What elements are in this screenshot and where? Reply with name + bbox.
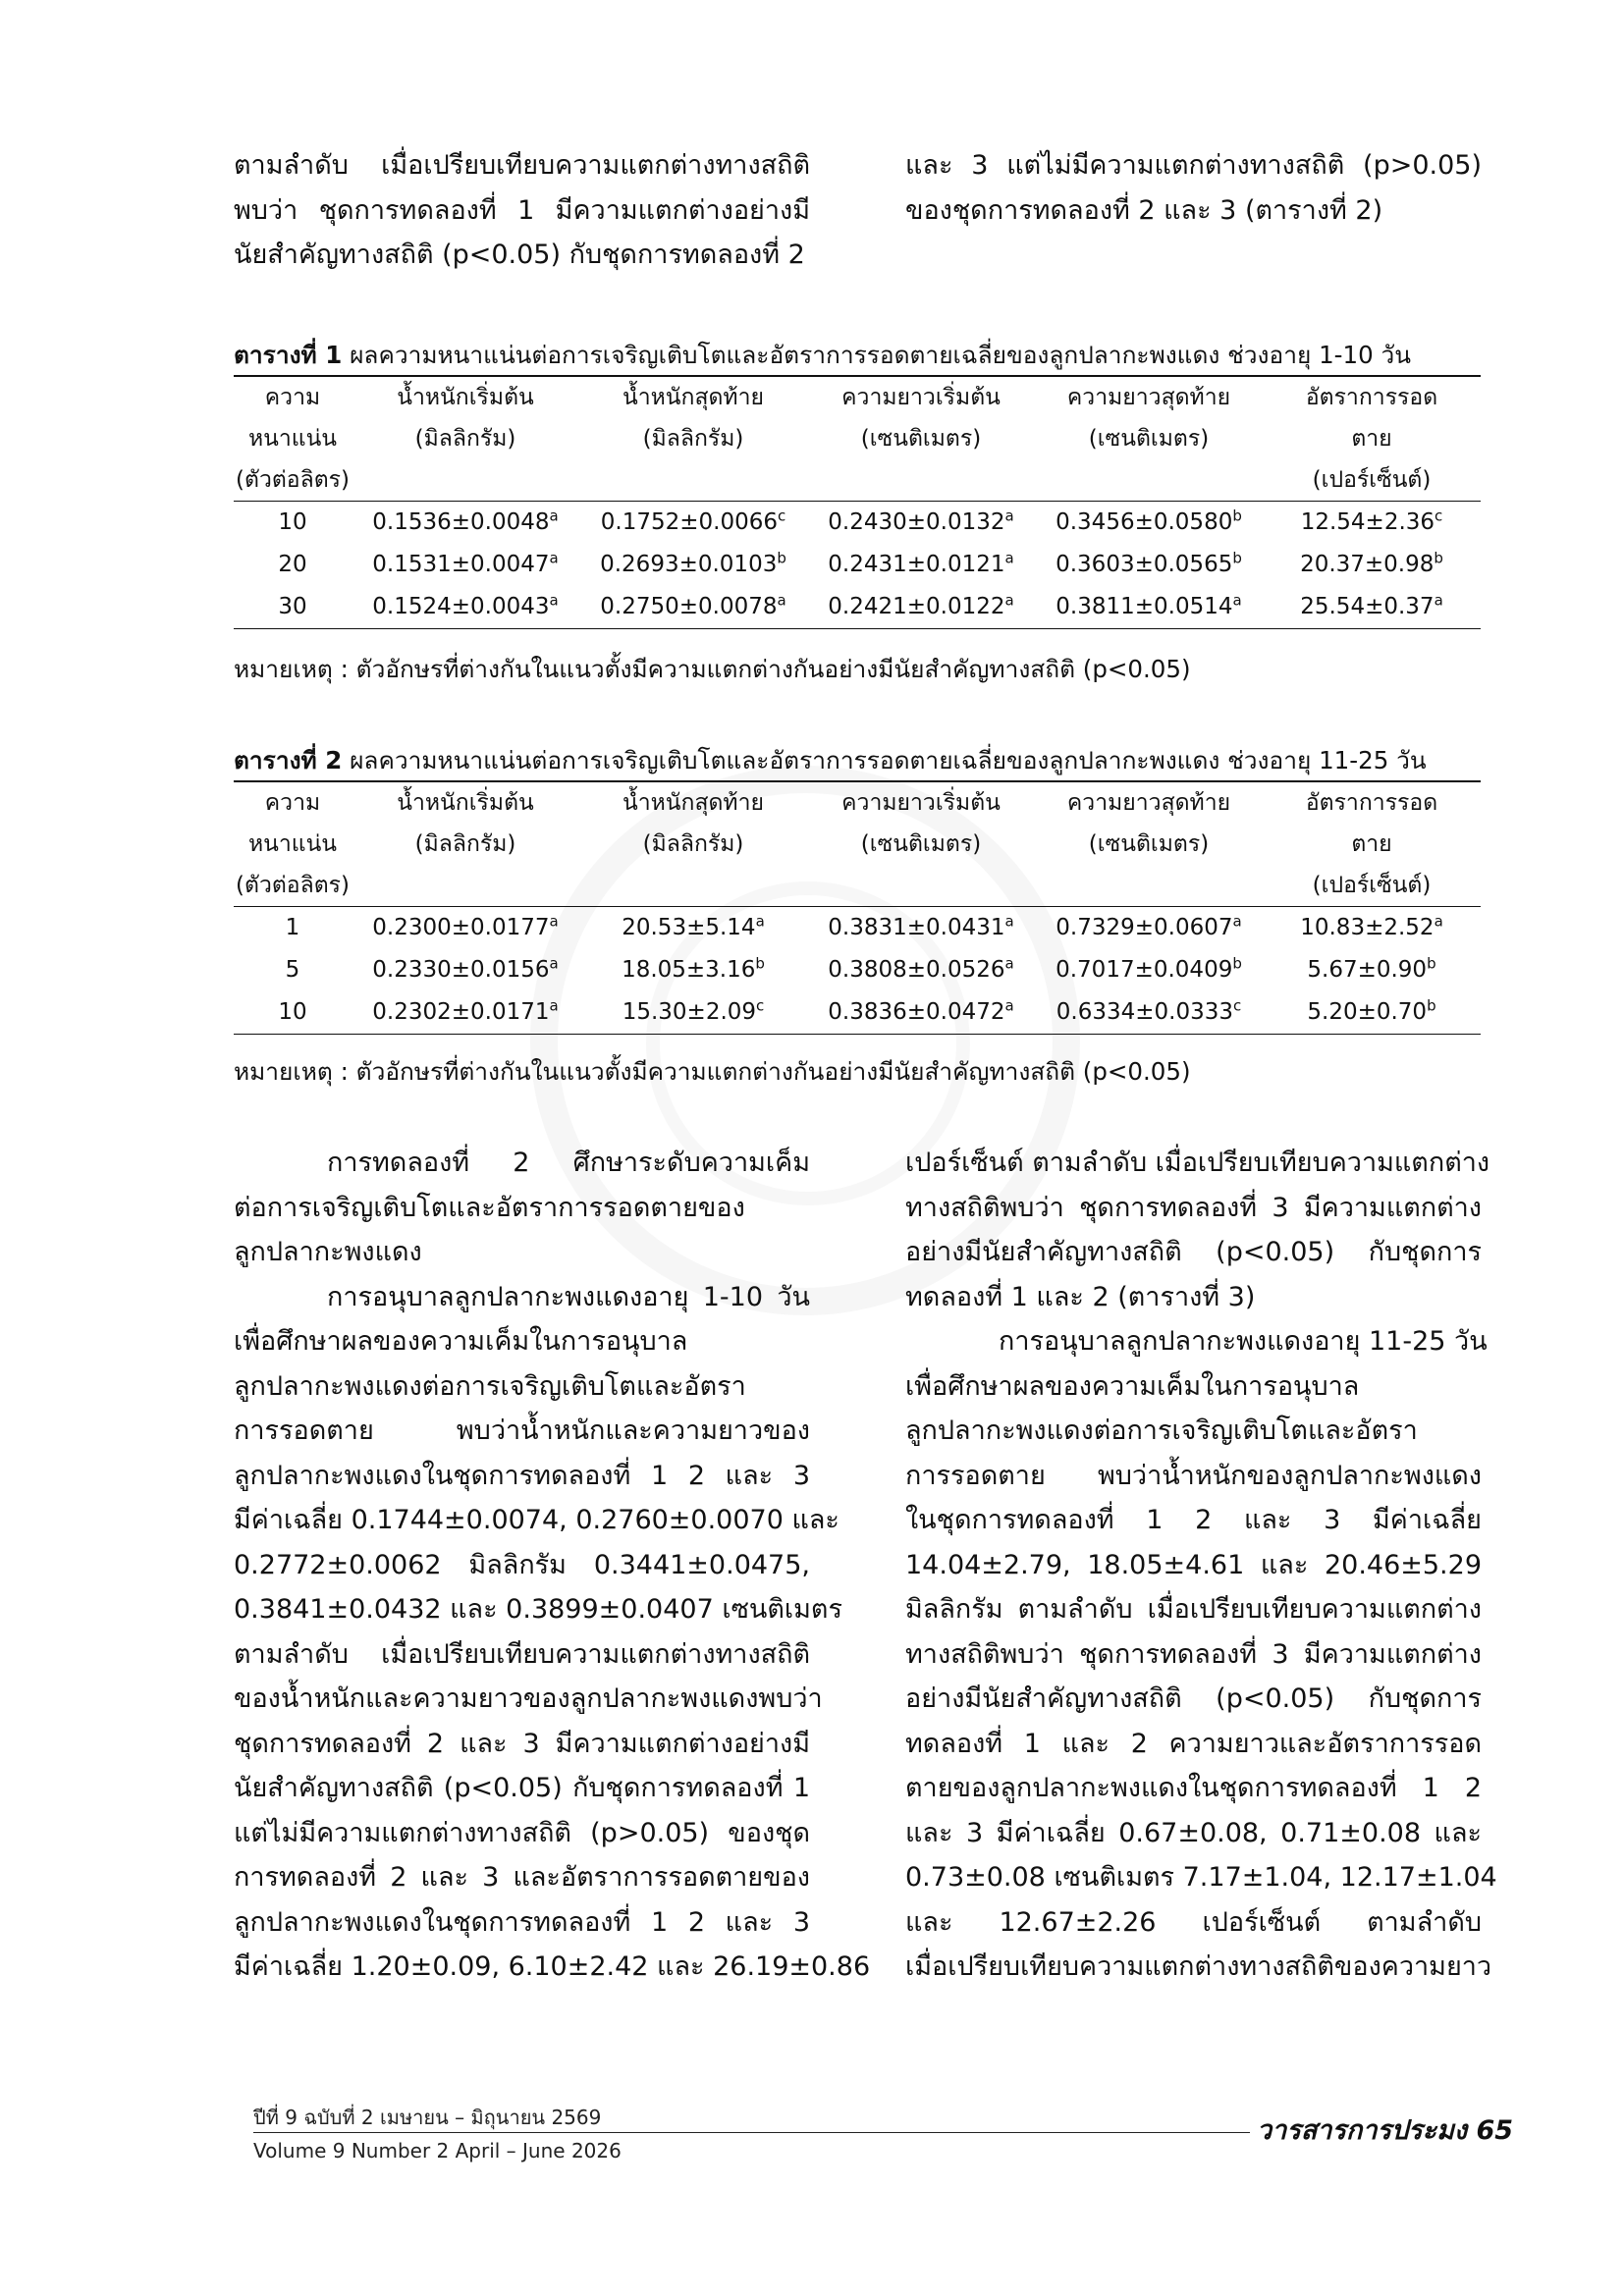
table-cell xyxy=(1263,907,1481,950)
table-cell xyxy=(234,991,352,1035)
column-header: ความยาวเริ่มต้น xyxy=(807,781,1035,824)
column-header xyxy=(807,865,1035,907)
text-line: มีค่าเฉลี่ย 1.20±0.09, 6.10±2.42 และ 26.19±0.86 xyxy=(234,1951,871,1982)
text-line: ลูกปลากะพงแดงต่อการเจริญเติบโตและอัตรา xyxy=(905,1415,1418,1446)
significance-letter: c xyxy=(756,996,765,1015)
significance-letter: a xyxy=(549,954,559,973)
column-header: (เซนติเมตร) xyxy=(860,426,982,452)
text-line: มิลลิกรัม ตามลำดับ เมื่อเปรียบเทียบความแตกต่าง xyxy=(905,1594,1482,1625)
cell-value: 0.7017±0.0409 xyxy=(1056,957,1233,983)
text-line: 14.04±2.79, 18.05±4.61 และ 20.46±5.29 xyxy=(905,1549,1482,1580)
footer-issue-english: Volume 9 Number 2 April – June 2026 xyxy=(253,2139,622,2163)
cell-value: 10 xyxy=(278,999,307,1025)
table2-caption-label: ตารางที่ 2 xyxy=(234,746,343,774)
column-header: ความ xyxy=(234,781,352,824)
cell-value: 0.3808±0.0526 xyxy=(828,957,1005,983)
text-line: ลูกปลากะพงแดงต่อการเจริญเติบโตและอัตรา xyxy=(234,1370,746,1402)
text-line: 0.3841±0.0432 และ 0.3899±0.0407 เซนติเมตร xyxy=(234,1594,842,1625)
text-line: การอนุบาลลูกปลากะพงแดงอายุ 11-25 วัน xyxy=(999,1326,1488,1357)
footer-issue-thai: ปีที่ 9 ฉบับที่ 2 เมษายน – มิถุนายน 2569 xyxy=(253,2106,602,2129)
table-row xyxy=(234,502,1481,545)
table-cell xyxy=(579,907,807,950)
table-cell xyxy=(1263,586,1481,629)
table1-note: หมายเหตุ : ตัวอักษรที่ต่างกันในแนวตั้งมีความแตกต่างกันอย่างมีนัยสำคัญทางสถิติ (p<0.05) xyxy=(234,655,1191,683)
cell-value: 30 xyxy=(278,594,307,619)
text-line: และ 3 แต่ไม่มีความแตกต่างทางสถิติ (p>0.05) xyxy=(905,150,1482,181)
column-header: ความยาวสุดท้าย xyxy=(1035,781,1263,824)
bottom-right-column xyxy=(905,1141,1497,1990)
top-left-paragraph xyxy=(234,143,810,278)
table1 xyxy=(234,375,1481,629)
cell-value: 0.2693±0.0103 xyxy=(600,552,778,577)
significance-letter: b xyxy=(777,549,786,567)
column-header: น้ำหนักสุดท้าย xyxy=(579,376,807,418)
table-cell xyxy=(352,586,579,629)
column-header: (เซนติเมตร) xyxy=(860,831,982,857)
cell-value: 0.6334±0.0333 xyxy=(1056,999,1233,1025)
cell-value: 0.2431±0.0121 xyxy=(828,552,1005,577)
cell-value: 0.2330±0.0156 xyxy=(372,957,550,983)
text-line: การรอดตาย พบว่าน้ำหนักของลูกปลากะพงแดง xyxy=(905,1460,1482,1491)
column-header: (เซนติเมตร) xyxy=(1088,426,1210,452)
significance-letter: a xyxy=(1232,591,1242,610)
table-cell xyxy=(807,907,1035,950)
table-cell xyxy=(1035,502,1263,545)
text-line: 0.73±0.08 เซนติเมตร 7.17±1.04, 12.17±1.04 xyxy=(905,1862,1497,1893)
significance-letter: a xyxy=(1004,507,1014,525)
significance-letter: a xyxy=(1004,591,1014,610)
text-line: ของน้ำหนักและความยาวของลูกปลากะพงแดงพบว่า xyxy=(234,1683,823,1714)
significance-letter: a xyxy=(1434,591,1443,610)
column-header: น้ำหนักสุดท้าย xyxy=(579,781,807,824)
text-line: ของชุดการทดลองที่ 2 และ 3 (ตารางที่ 2) xyxy=(905,194,1383,226)
table-cell xyxy=(352,907,579,950)
table2 xyxy=(234,780,1481,1035)
cell-value: 0.1752±0.0066 xyxy=(600,509,778,535)
table-row xyxy=(234,991,1481,1035)
table-cell xyxy=(234,907,352,950)
table-cell xyxy=(807,991,1035,1035)
cell-value: 20.37±0.98 xyxy=(1300,552,1435,577)
text-line: นัยสำคัญทางสถิติ (p<0.05) กับชุดการทดลองที่ 2 xyxy=(234,240,805,270)
table-cell xyxy=(1263,991,1481,1035)
column-header: ตาย xyxy=(1351,831,1392,857)
table-cell xyxy=(579,586,807,629)
table-cell xyxy=(234,502,352,545)
table1-caption-text: ผลความหนาแน่นต่อการเจริญเติบโตและอัตราการรอดตายเฉลี่ยของลูกปลากะพงแดง ช่วงอายุ 1-10 วัน xyxy=(342,341,1411,369)
footer-issue xyxy=(253,2103,622,2165)
table-cell xyxy=(234,949,352,991)
cell-value: 0.1531±0.0047 xyxy=(372,552,550,577)
column-header xyxy=(1035,865,1263,907)
table-row xyxy=(234,949,1481,991)
text-line: ตามลำดับ เมื่อเปรียบเทียบความแตกต่างทางสถิติ xyxy=(234,1638,810,1670)
significance-letter: a xyxy=(1434,912,1443,931)
table-cell xyxy=(807,586,1035,629)
table-cell xyxy=(579,991,807,1035)
table-cell xyxy=(352,544,579,586)
table-cell xyxy=(807,949,1035,991)
bottom-left-column xyxy=(234,1141,871,1990)
column-header xyxy=(352,459,579,502)
cell-value: 0.2421±0.0122 xyxy=(828,594,1005,619)
column-header: น้ำหนักเริ่มต้น xyxy=(352,781,579,824)
text-line: การทดลองที่ 2 และ 3 และอัตราการรอดตายของ xyxy=(234,1862,810,1893)
table1-caption-label: ตารางที่ 1 xyxy=(234,341,343,369)
table-cell xyxy=(1035,991,1263,1035)
column-header: (เปอร์เซ็นต์) xyxy=(1263,865,1481,907)
text-line: อย่างมีนัยสำคัญทางสถิติ (p<0.05) กับชุดการ xyxy=(905,1683,1482,1714)
significance-letter: b xyxy=(1427,996,1436,1015)
text-line: ทดลองที่ 1 และ 2 ความยาวและอัตราการรอด xyxy=(905,1728,1482,1759)
cell-value: 20 xyxy=(278,552,307,577)
cell-value: 1 xyxy=(285,915,300,940)
text-line: เปอร์เซ็นต์ ตามลำดับ เมื่อเปรียบเทียบความแตกต่าง xyxy=(905,1148,1490,1178)
significance-letter: a xyxy=(1004,549,1014,567)
table-row xyxy=(234,544,1481,586)
significance-letter: b xyxy=(1232,507,1242,525)
cell-value: 5 xyxy=(285,957,300,983)
table-cell xyxy=(579,502,807,545)
table-cell xyxy=(352,502,579,545)
text-line: ตามลำดับ เมื่อเปรียบเทียบความแตกต่างทางสถิติ xyxy=(234,150,810,181)
cell-value: 0.3811±0.0514 xyxy=(1056,594,1233,619)
significance-letter: a xyxy=(549,507,559,525)
cell-value: 0.3456±0.0580 xyxy=(1056,509,1233,535)
text-line: ทดลองที่ 1 และ 2 (ตารางที่ 3) xyxy=(905,1281,1256,1312)
text-line: ในชุดการทดลองที่ 1 2 และ 3 มีค่าเฉลี่ย xyxy=(905,1505,1482,1535)
cell-value: 10 xyxy=(278,509,307,535)
journal-page-number: วารสารการประมง 65 xyxy=(1257,2115,1514,2146)
column-header: หนาแน่น xyxy=(247,426,338,452)
column-header: (ตัวต่อลิตร) xyxy=(234,459,352,502)
cell-value: 0.2430±0.0132 xyxy=(828,509,1005,535)
text-line: และ 3 มีค่าเฉลี่ย 0.67±0.08, 0.71±0.08 และ xyxy=(905,1817,1482,1848)
text-line: การทดลองที่ 2 ศึกษาระดับความเค็ม xyxy=(327,1148,810,1178)
table-cell xyxy=(579,544,807,586)
column-header: หนาแน่น xyxy=(247,831,338,857)
text-line: มีค่าเฉลี่ย 0.1744±0.0074, 0.2760±0.0070 และ xyxy=(234,1505,839,1535)
significance-letter: b xyxy=(1232,954,1242,973)
column-header: อัตราการรอด xyxy=(1263,376,1481,418)
significance-letter: a xyxy=(549,912,559,931)
text-line: 0.2772±0.0062 มิลลิกรัม 0.3441±0.0475, xyxy=(234,1549,810,1580)
column-header: (มิลลิกรัม) xyxy=(642,426,744,452)
column-header xyxy=(807,459,1035,502)
column-header xyxy=(1035,459,1263,502)
table-cell xyxy=(579,949,807,991)
significance-letter: c xyxy=(1435,507,1443,525)
column-header: น้ำหนักเริ่มต้น xyxy=(352,376,579,418)
column-header xyxy=(579,865,807,907)
column-header: (เซนติเมตร) xyxy=(1088,831,1210,857)
significance-letter: a xyxy=(755,912,765,931)
column-header: (มิลลิกรัม) xyxy=(414,426,516,452)
table-cell xyxy=(1263,544,1481,586)
text-line: เมื่อเปรียบเทียบความแตกต่างทางสถิติของความยาว xyxy=(905,1951,1492,1982)
table-cell xyxy=(1035,949,1263,991)
table-row xyxy=(234,586,1481,629)
text-line: และ 12.67±2.26 เปอร์เซ็นต์ ตามลำดับ xyxy=(905,1906,1482,1938)
cell-value: 0.2300±0.0177 xyxy=(372,915,550,940)
column-header: (ตัวต่อลิตร) xyxy=(234,865,352,907)
significance-letter: b xyxy=(1232,549,1242,567)
cell-value: 0.3603±0.0565 xyxy=(1056,552,1233,577)
text-line: ตายของลูกปลากะพงแดงในชุดการทดลองที่ 1 2 xyxy=(905,1773,1482,1803)
text-line: การรอดตาย พบว่าน้ำหนักและความยาวของ xyxy=(234,1415,810,1446)
cell-value: 0.1524±0.0043 xyxy=(372,594,550,619)
table-cell xyxy=(807,544,1035,586)
text-line: ต่อการเจริญเติบโตและอัตราการรอดตายของ xyxy=(234,1192,745,1223)
table-cell xyxy=(1035,544,1263,586)
table-cell xyxy=(352,991,579,1035)
text-line: ชุดการทดลองที่ 2 และ 3 มีความแตกต่างอย่างมี xyxy=(234,1728,810,1759)
cell-value: 0.3836±0.0472 xyxy=(828,999,1005,1025)
text-line: การอนุบาลลูกปลากะพงแดงอายุ 1-10 วัน xyxy=(327,1281,810,1312)
cell-value: 0.7329±0.0607 xyxy=(1056,915,1233,940)
significance-letter: a xyxy=(549,549,559,567)
column-header: ความยาวสุดท้าย xyxy=(1035,376,1263,418)
significance-letter: a xyxy=(549,996,559,1015)
significance-letter: a xyxy=(777,591,786,610)
significance-letter: c xyxy=(777,507,786,525)
significance-letter: a xyxy=(549,591,559,610)
column-header xyxy=(352,865,579,907)
table2-caption xyxy=(234,741,1481,779)
cell-value: 0.2750±0.0078 xyxy=(600,594,778,619)
cell-value: 15.30±2.09 xyxy=(622,999,757,1025)
text-line: ทางสถิติพบว่า ชุดการทดลองที่ 3 มีความแตกต่าง xyxy=(905,1192,1482,1223)
table-cell xyxy=(234,586,352,629)
text-line: แต่ไม่มีความแตกต่างทางสถิติ (p>0.05) ของชุด xyxy=(234,1817,810,1848)
text-line: ลูกปลากะพงแดงในชุดการทดลองที่ 1 2 และ 3 xyxy=(234,1460,810,1491)
significance-letter: b xyxy=(755,954,765,973)
significance-letter: a xyxy=(1232,912,1242,931)
column-header: ความ xyxy=(234,376,352,418)
column-header: (มิลลิกรัม) xyxy=(414,831,516,857)
table-cell xyxy=(352,949,579,991)
table2-caption-text: ผลความหนาแน่นต่อการเจริญเติบโตและอัตราการรอดตายเฉลี่ยของลูกปลากะพงแดง ช่วงอายุ 11-25 วัน xyxy=(342,746,1427,774)
cell-value: 5.20±0.70 xyxy=(1307,999,1428,1025)
column-header: อัตราการรอด xyxy=(1263,781,1481,824)
significance-letter: c xyxy=(1232,996,1242,1015)
cell-value: 5.67±0.90 xyxy=(1307,957,1428,983)
table-cell xyxy=(1263,949,1481,991)
column-header: (มิลลิกรัม) xyxy=(642,831,744,857)
text-line: ลูกปลากะพงแดงในชุดการทดลองที่ 1 2 และ 3 xyxy=(234,1906,810,1938)
cell-value: 20.53±5.14 xyxy=(622,915,756,940)
table1-caption xyxy=(234,336,1481,374)
text-line: นัยสำคัญทางสถิติ (p<0.05) กับชุดการทดลองที่ 1 xyxy=(234,1773,810,1803)
column-header xyxy=(579,459,807,502)
significance-letter: a xyxy=(1004,954,1014,973)
significance-letter: a xyxy=(1004,912,1014,931)
column-header: ความยาวเริ่มต้น xyxy=(807,376,1035,418)
table-cell xyxy=(234,544,352,586)
table-cell xyxy=(1035,586,1263,629)
cell-value: 10.83±2.52 xyxy=(1300,915,1435,940)
text-line: เพื่อศึกษาผลของความเค็มในการอนุบาล xyxy=(234,1326,688,1357)
table-cell xyxy=(1263,502,1481,545)
significance-letter: b xyxy=(1434,549,1443,567)
cell-value: 0.1536±0.0048 xyxy=(372,509,550,535)
table2-note: หมายเหตุ : ตัวอักษรที่ต่างกันในแนวตั้งมีความแตกต่างกันอย่างมีนัยสำคัญทางสถิติ (p<0.05) xyxy=(234,1057,1191,1086)
text-line: อย่างมีนัยสำคัญทางสถิติ (p<0.05) กับชุดการ xyxy=(905,1237,1482,1267)
text-line: ลูกปลากะพงแดง xyxy=(234,1237,422,1267)
text-line: ทางสถิติพบว่า ชุดการทดลองที่ 3 มีความแตกต่าง xyxy=(905,1638,1482,1670)
column-header: ตาย xyxy=(1351,426,1392,452)
cell-value: 0.2302±0.0171 xyxy=(372,999,550,1025)
significance-letter: a xyxy=(1004,996,1014,1015)
cell-value: 25.54±0.37 xyxy=(1300,594,1435,619)
cell-value: 0.3831±0.0431 xyxy=(828,915,1005,940)
table-cell xyxy=(1035,907,1263,950)
text-line: เพื่อศึกษาผลของความเค็มในการอนุบาล xyxy=(905,1370,1360,1402)
column-header: (เปอร์เซ็นต์) xyxy=(1263,459,1481,502)
cell-value: 12.54±2.36 xyxy=(1300,509,1435,535)
top-right-paragraph xyxy=(905,143,1482,233)
significance-letter: b xyxy=(1427,954,1436,973)
table-cell xyxy=(807,502,1035,545)
cell-value: 18.05±3.16 xyxy=(622,957,756,983)
table-row xyxy=(234,907,1481,950)
text-line: พบว่า ชุดการทดลองที่ 1 มีความแตกต่างอย่างมี xyxy=(234,194,810,226)
